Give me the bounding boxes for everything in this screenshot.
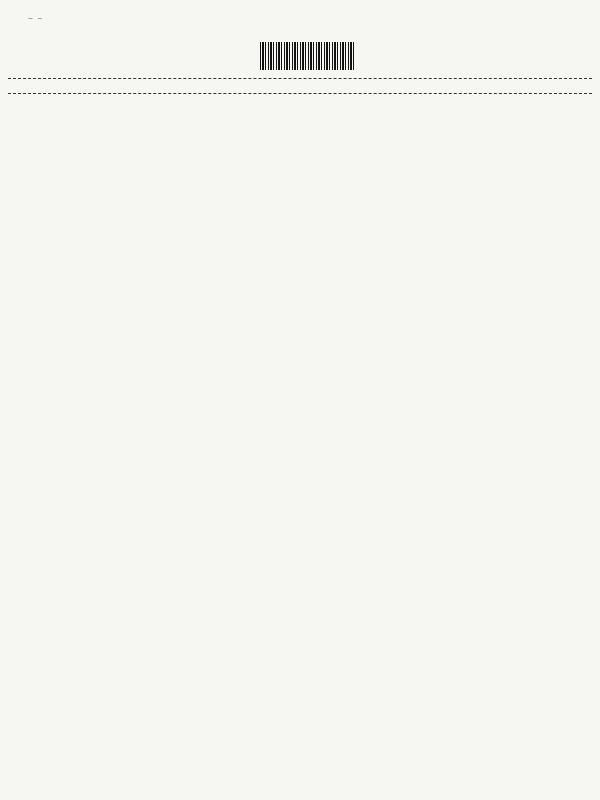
table-row — [0, 265, 600, 275]
header-rule-bottom — [8, 93, 592, 94]
barcode — [260, 42, 356, 70]
table-row — [0, 255, 600, 265]
table-row — [0, 100, 600, 110]
header-rule-top — [8, 78, 592, 79]
column-header-row — [0, 81, 600, 91]
scan-mark: ~ ~ — [28, 14, 43, 23]
